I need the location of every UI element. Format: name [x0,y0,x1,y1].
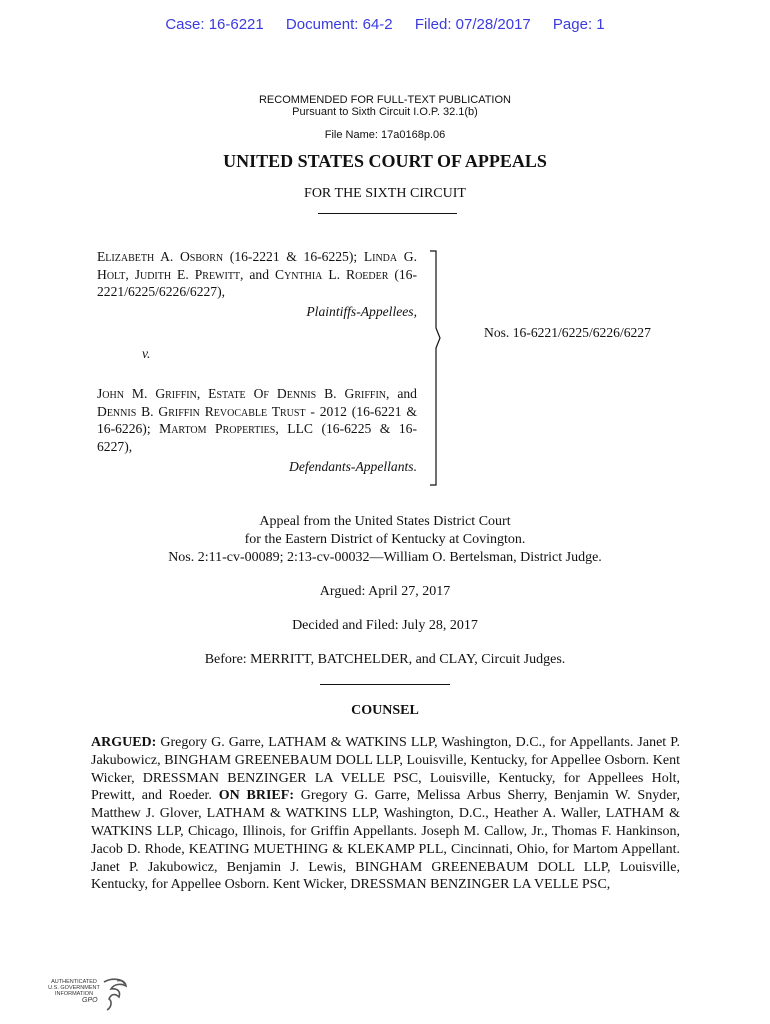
party-name: Martom Properties [159,421,276,437]
plaintiffs-role: Plaintiffs-Appellees, [306,304,417,319]
defendants-block: John M. Griffin, Estate Of Dennis B. Griffin, and Dennis B. Griffin Revocable Trust - 2012 (16-6221 & 16-6226); Martom Properties, LLC (16-6225 & 16-6227), [97,386,418,454]
eagle-icon [99,976,129,1012]
gpo-mark: GPO [82,997,98,1004]
gpo-authentication-seal [44,976,130,1012]
gpo-text: AUTHENTICATED U.S. GOVERNMENT INFORMATION [48,979,100,997]
publication-pursuant: Pursuant to Sixth Circuit I.O.P. 32.1(b) [292,106,478,118]
party-name: Dennis B. Griffin Revocable Trust [97,403,306,419]
filed-date: Filed: 07/28/2017 [414,16,531,33]
party-name: John M. Griffin [97,386,197,401]
defendants-role: Defendants-Appellants. [289,459,417,474]
panel-judges: Before: MERRITT, BATCHELDER, and CLAY, Circuit Judges. [204,652,566,667]
appeal-line-3: Nos. 2:11-cv-00089; 2:13-cv-00032—William O. Bertelsman, District Judge. [168,550,602,565]
court-title: UNITED STATES COURT OF APPEALS [223,151,547,171]
ecf-header [0,16,770,33]
page-number: Page: 1 [552,16,605,33]
party-name: Elizabeth A. Osborn [97,249,224,264]
title-rule [318,213,457,214]
decided-date: Decided and Filed: July 28, 2017 [292,618,478,633]
party-name: Linda G. Holt [97,249,417,282]
section-rule [320,684,450,685]
party-name: Cynthia L. Roeder [275,266,389,282]
file-name: File Name: 17a0168p.06 [324,129,446,141]
on-brief-label: ON BRIEF: [218,788,294,804]
appeal-line-1: Appeal from the United States District Court [259,514,511,529]
versus: v. [142,346,151,361]
document-number: Document: 64-2 [285,16,393,33]
argued-text: Gregory G. Garre, LATHAM & WATKINS LLP, Washington, D.C., for Appellants. Janet P. Jakubowicz, BINGHAM GREENEBAUM DOLL LLP, Louisville, Kentucky, for Appellee Osborn. Kent Wicker, DRESSMAN BENZINGER LA VELLE PSC, Louisville, Kentucky, for Appellees Holt, Prewitt, and Roeder. [91,735,680,804]
on-brief-text: Gregory G. Garre, Melissa Arbus Sherry, Benjamin W. Snyder, Matthew J. Glover, LATHAM & WATKINS LLP, Washington, D.C., Heather A. Waller, LATHAM & WATKINS LLP, Chicago, Illinois, for Griffin Appellants. Joseph M. Callow, Jr., Thomas F. Hankinson, Jacob D. Rhode, KEATING MUETHING & KLEKAMP PLL, Cincinnati, Ohio, for Martom Appellant. Janet P. Jakubowicz, Benjamin J. Lewis, BINGHAM GREENEBAUM DOLL LLP, Louisville, Kentucky, for Appellee Osborn. Kent Wicker, DRESSMAN BENZINGER LA VELLE PSC, [91,788,681,893]
case-numbers: Nos. 16-6221/6225/6226/6227 [484,325,651,340]
counsel-paragraph [91,734,680,894]
argued-date: Argued: April 27, 2017 [319,584,451,599]
counsel-heading: COUNSEL [351,703,419,718]
party-name: Estate Of Dennis B. Griffin [208,386,387,401]
caption-bracket [425,250,451,488]
case-number: Case: 16-6221 [165,16,264,33]
publication-recommendation: RECOMMENDED FOR FULL-TEXT PUBLICATION [258,94,511,106]
plaintiffs-block: Elizabeth A. Osborn (16-2221 & 16-6225); Linda G. Holt, Judith E. Prewitt, and Cynthia L. Roeder (16-2221/6225/6226/6227), [97,249,418,300]
appeal-line-2: for the Eastern District of Kentucky at Covington. [244,532,526,547]
argued-label: ARGUED: [91,735,157,750]
party-name: Judith E. Prewitt [134,266,241,282]
court-circuit: FOR THE SIXTH CIRCUIT [304,186,466,201]
